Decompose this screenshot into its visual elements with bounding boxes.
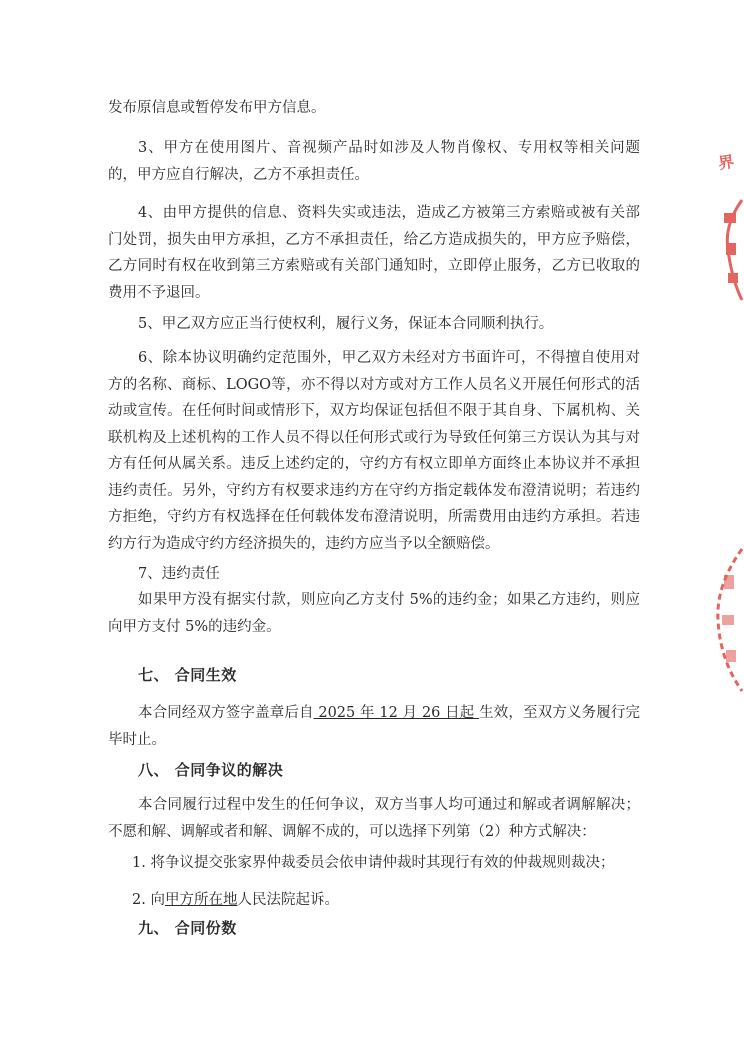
option-2-venue: 甲方所在地 bbox=[164, 892, 238, 908]
section-7-heading: 七、 合同生效 bbox=[138, 666, 237, 684]
effective-suffix: 生效，至双方义务履行完毕时止。 bbox=[108, 705, 640, 748]
clause-7-body: 如果甲方没有据实付款，则应向乙方支付 5%的违约金；如果乙方违约，则应向甲方支付 5%的违约金。 bbox=[108, 592, 640, 635]
dispute-option-1: 1. 将争议提交张家界仲裁委员会依申请仲裁时其现行有效的仲裁规则裁决； bbox=[132, 855, 615, 871]
section-8-heading: 八、 合同争议的解决 bbox=[138, 761, 284, 779]
paragraph-continuation: 发布原信息或暂停发布甲方信息。 bbox=[108, 100, 326, 116]
effective-clause bbox=[108, 700, 640, 753]
clause-3: 3、甲方在使用图片、音视频产品时如涉及人物肖像权、专用权等相关问题的，甲方应自行解决，乙方不承担责任。 bbox=[108, 140, 640, 183]
seal-fragment-bottom bbox=[708, 545, 744, 695]
effective-prefix: 本合同经双方签字盖章后自 bbox=[138, 705, 314, 721]
dispute-clause: 本合同履行过程中发生的任何争议，双方当事人均可通过和解或者调解解决；不愿和解、调解或者和解、调解不成的，可以选择下列第（2）种方式解决： bbox=[108, 797, 640, 840]
option-2-prefix: 2. 向 bbox=[132, 892, 165, 908]
seal-fragment-top: 界 bbox=[716, 151, 736, 174]
section-9-heading: 九、 合同份数 bbox=[138, 919, 237, 937]
clause-6: 6、除本协议明确约定范围外，甲乙双方未经对方书面许可，不得擅自使用对方的名称、商标、LOGO等，亦不得以对方或对方工作人员名义开展任何形式的活动或宣传。在任何时间或情形下，双方均保证包括但不限于其自身、下属机构、关联机构及上述机构的工作人员不得以任何形式或行为导致任何第三方误认为其与对方有任何从属关系。违反上述约定的，守约方有权立即单方面终止本协议并不承担违约责任。另外，守约方有权要求违约方在守约方指定载体发布澄清说明；若违约方拒绝，守约方有权选择在任何载体发布澄清说明，所需费用由违约方承担。若违约方行为造成守约方经济损失的，违约方应当予以全额赔偿。 bbox=[108, 350, 640, 552]
dispute-option-2 bbox=[132, 887, 664, 914]
clause-5: 5、甲乙双方应正当行使权利，履行义务，保证本合同顺利执行。 bbox=[138, 316, 554, 332]
effective-date: 2025 年 12 月 26 日起 bbox=[313, 705, 480, 721]
clause-4: 4、由甲方提供的信息、资料失实或违法，造成乙方被第三方索赔或被有关部门处罚，损失由甲方承担，乙方不承担责任，给乙方造成损失的，甲方应予赔偿，乙方同时有权在收到第三方索赔或有关部门通知时，立即停止服务，乙方已收取的费用不予退回。 bbox=[108, 205, 640, 301]
seal-fragment-edge bbox=[714, 195, 744, 305]
option-2-suffix: 人民法院起诉。 bbox=[237, 892, 339, 908]
clause-7-title: 7、违约责任 bbox=[138, 566, 220, 582]
